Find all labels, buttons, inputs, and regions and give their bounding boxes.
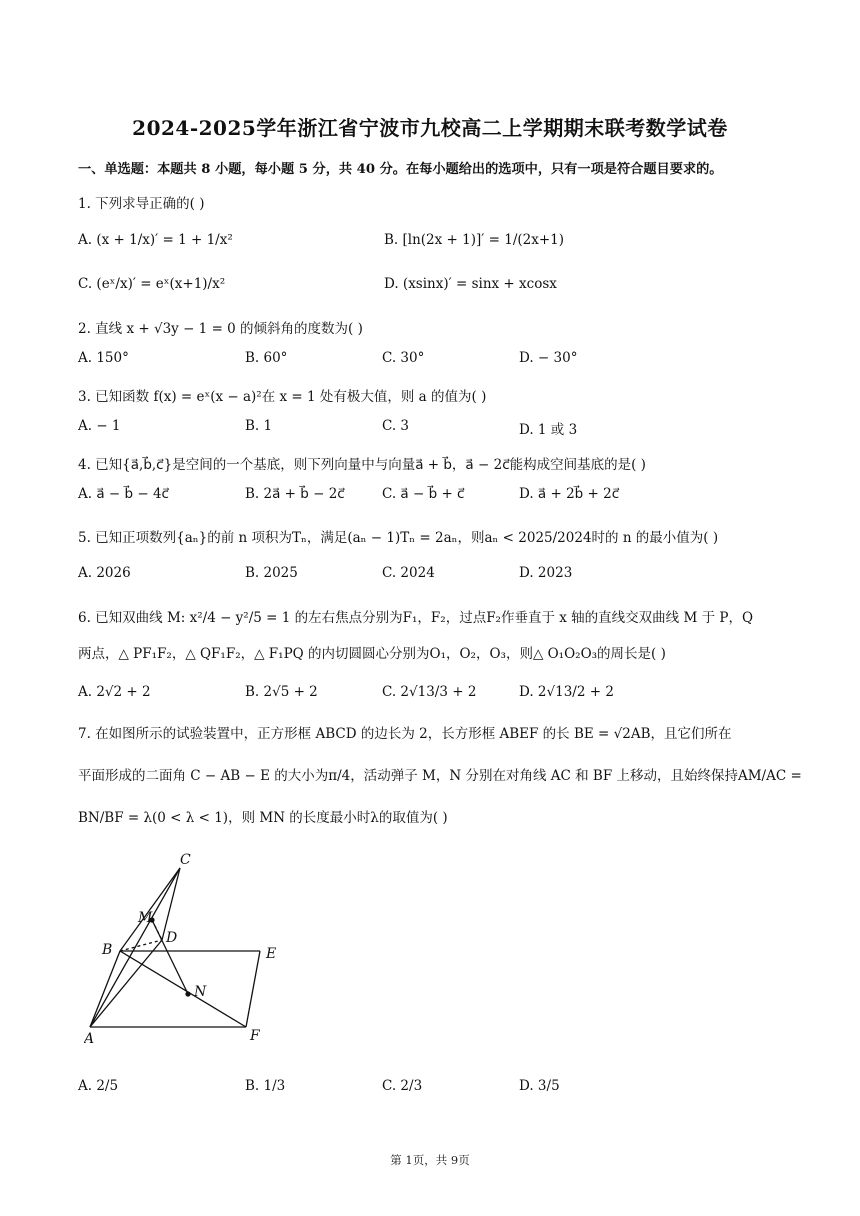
question-7-stem-line1: 7. 在如图所示的试验装置中，正方形框 ABCD 的边长为 2，长方形框 ABEF 的长 BE = √2AB，且它们所在 — [78, 726, 732, 742]
edge-ab — [90, 951, 120, 1027]
label-m: M — [138, 910, 153, 926]
q2-option-c: C. 30° — [382, 350, 425, 366]
question-4-stem: 4. 已知{a⃗,b⃗,c⃗}是空间的一个基底，则下列向量中与向量a⃗ + b⃗，a⃗ − 2c⃗能构成空间基底的是( ) — [78, 457, 646, 473]
q7-option-d: D. 3/5 — [519, 1078, 560, 1094]
question-6-stem-line1: 6. 已知双曲线 M: x²/4 − y²/5 = 1 的左右焦点分别为F₁，F₂，过点F₂作垂直于 x 轴的直线交双曲线 M 于 P，Q — [78, 610, 754, 626]
edge-da — [90, 940, 162, 1027]
q5-option-c: C. 2024 — [382, 565, 435, 581]
q5-option-a: A. 2026 — [78, 565, 131, 581]
diagonal-bf — [120, 951, 246, 1027]
page-footer: 第 1页，共 9页 — [390, 1153, 470, 1167]
q7-option-b: B. 1/3 — [245, 1078, 286, 1094]
label-a: A — [84, 1031, 95, 1047]
q6-option-c: C. 2√13/3 + 2 — [382, 684, 477, 700]
label-e: E — [266, 946, 277, 962]
label-c: C — [180, 852, 191, 868]
q2-option-b: B. 60° — [245, 350, 288, 366]
q7-option-c: C. 2/3 — [382, 1078, 423, 1094]
q1-option-b: B. [ln(2x + 1)]′ = 1/(2x+1) — [384, 232, 565, 248]
q5-option-d: D. 2023 — [519, 565, 573, 581]
q5-option-b: B. 2025 — [245, 565, 298, 581]
label-d: D — [166, 930, 178, 946]
label-n: N — [194, 984, 207, 1000]
q4-option-b: B. 2a⃗ + b⃗ − 2c⃗ — [245, 486, 345, 502]
question-3-stem: 3. 已知函数 f(x) = eˣ(x − a)²在 x = 1 处有极大值，则 a 的值为( ) — [78, 389, 487, 405]
label-f: F — [250, 1028, 260, 1044]
q3-option-c: C. 3 — [382, 418, 410, 434]
q6-option-a: A. 2√2 + 2 — [78, 684, 151, 700]
q4-option-c: C. a⃗ − b⃗ + c⃗ — [382, 486, 465, 502]
label-b: B — [102, 942, 113, 958]
q6-option-d: D. 2√13/2 + 2 — [519, 684, 614, 700]
q3-option-d: D. 1 或 3 — [519, 422, 578, 438]
q1-option-d: D. (xsinx)′ = sinx + xcosx — [384, 276, 557, 292]
q3-option-a: A. − 1 — [78, 418, 121, 434]
q2-option-a: A. 150° — [78, 350, 129, 366]
page-title: 2024-2025学年浙江省宁波市九校高二上学期期末联考数学试卷 — [132, 116, 728, 140]
q6-option-b: B. 2√5 + 2 — [245, 684, 318, 700]
q3-option-b: B. 1 — [245, 418, 273, 434]
q4-option-d: D. a⃗ + 2b⃗ + 2c⃗ — [519, 486, 620, 502]
section-heading: 一、单选题：本题共 8 小题，每小题 5 分，共 40 分。在每小题给出的选项中，只有一项是符合题目要求的。 — [78, 162, 723, 177]
q1-option-a: A. (x + 1/x)′ = 1 + 1/x² — [78, 232, 233, 248]
dihedral-figure — [84, 848, 304, 1048]
figure-lines — [90, 868, 260, 1027]
question-7-stem-line3: BN/BF = λ(0 < λ < 1)，则 MN 的长度最小时λ的取值为( ) — [78, 810, 448, 826]
point-n — [185, 991, 190, 996]
q1-option-c: C. (eˣ/x)′ = eˣ(x+1)/x² — [78, 276, 226, 292]
q7-option-a: A. 2/5 — [78, 1078, 119, 1094]
q2-option-d: D. − 30° — [519, 350, 578, 366]
question-6-stem-line2: 两点，△ PF₁F₂，△ QF₁F₂，△ F₁PQ 的内切圆圆心分别为O₁，O₂，O₃，则△ O₁O₂O₃的周长是( ) — [78, 646, 666, 662]
question-5-stem: 5. 已知正项数列{aₙ}的前 n 项积为Tₙ，满足(aₙ − 1)Tₙ = 2aₙ，则aₙ < 2025/2024时的 n 的最小值为( ) — [78, 530, 719, 546]
question-1-stem: 1. 下列求导正确的( ) — [78, 196, 205, 212]
question-7-stem-line2: 平面形成的二面角 C − AB − E 的大小为π/4，活动弹子 M，N 分别在对角线 AC 和 BF 上移动，且始终保持AM/AC = — [78, 768, 802, 784]
question-2-stem: 2. 直线 x + √3y − 1 = 0 的倾斜角的度数为( ) — [78, 321, 363, 337]
q4-option-a: A. a⃗ − b⃗ − 4c⃗ — [78, 486, 169, 502]
edge-ef — [246, 951, 260, 1027]
